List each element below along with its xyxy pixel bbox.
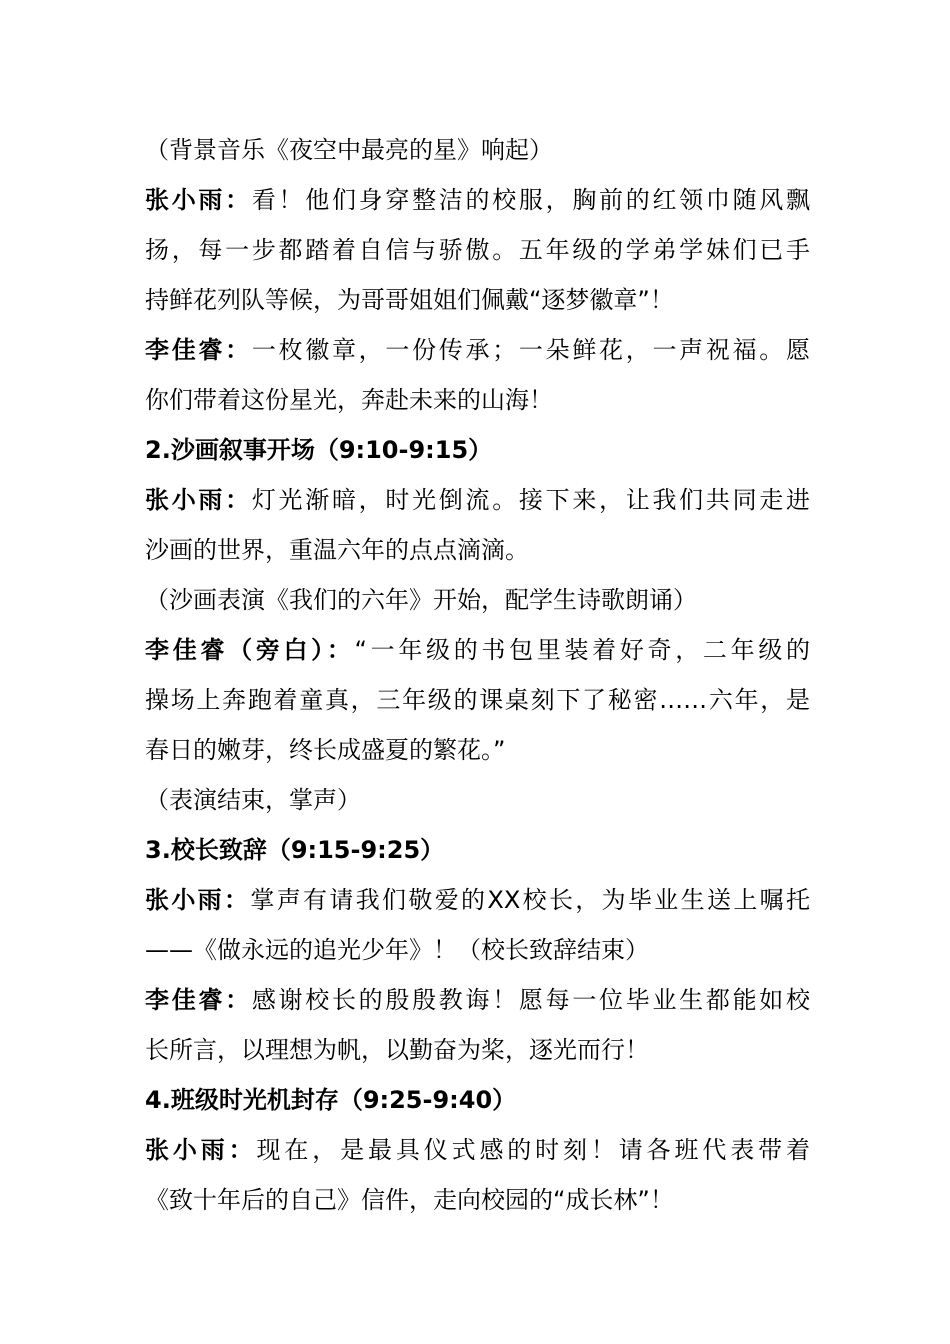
dialog-continuation: 操场上奔跑着童真，三年级的课桌刻下了秘密……六年，是 bbox=[145, 686, 810, 714]
dialog-line bbox=[145, 875, 810, 925]
dialog-continuation: 《致十年后的自己》信件，走向校园的“成长林”！ bbox=[145, 1186, 674, 1214]
speaker-name: 李佳睿： bbox=[145, 336, 252, 364]
dialog-continuation: 扬，每一步都踏着自信与骄傲。五年级的学弟学妹们已手 bbox=[145, 236, 810, 264]
stage-direction: （背景音乐《夜空中最亮的星》响起） bbox=[145, 136, 553, 164]
speaker-name: 张小雨： bbox=[145, 1136, 257, 1164]
dialog-text: 感谢校长的殷殷教诲！愿每一位毕业生都能如校 bbox=[251, 986, 811, 1014]
dialog-line bbox=[145, 175, 810, 225]
dialog-text: 看！他们身穿整洁的校服，胸前的红领巾随风飘 bbox=[251, 186, 811, 214]
speaker-name: 张小雨： bbox=[145, 886, 251, 914]
dialog-line bbox=[145, 475, 810, 525]
stage-direction: （表演结束，掌声） bbox=[145, 786, 361, 814]
dialog-text: 一枚徽章，一份传承；一朵鲜花，一声祝福。愿 bbox=[251, 336, 811, 364]
dialog-continuation: 你们带着这份星光，奔赴未来的山海！ bbox=[145, 386, 553, 414]
dialog-text: “一年级的书包里装着好奇，二年级的 bbox=[354, 636, 811, 664]
dialog-line bbox=[145, 325, 810, 375]
dialog-text: 掌声有请我们敬爱的XX校长，为毕业生送上嘱托 bbox=[250, 886, 810, 914]
dialog-continuation: 沙画的世界，重温六年的点点滴滴。 bbox=[145, 536, 529, 564]
section-heading: 4.班级时光机封存（9:25-9:40） bbox=[145, 1086, 517, 1114]
stage-direction: （沙画表演《我们的六年》开始，配学生诗歌朗诵） bbox=[145, 586, 697, 614]
script-text bbox=[145, 125, 810, 1225]
dialog-line bbox=[145, 625, 810, 675]
dialog-continuation: 持鲜花列队等候，为哥哥姐姐们佩戴“逐梦徽章”！ bbox=[145, 286, 674, 314]
section-heading: 2.沙画叙事开场（9:10-9:15） bbox=[145, 436, 493, 464]
speaker-name: 张小雨： bbox=[145, 186, 252, 214]
speaker-name: 李佳睿（旁白）： bbox=[145, 636, 355, 664]
dialog-continuation: 长所言，以理想为帆，以勤奋为桨，逐光而行！ bbox=[145, 1036, 649, 1064]
dialog-line bbox=[145, 1125, 810, 1175]
dialog-continuation: 春日的嫩芽，终长成盛夏的繁花。” bbox=[145, 736, 506, 764]
dialog-continuation: ——《做永远的追光少年》！（校长致辞结束） bbox=[145, 936, 649, 964]
dialog-text: 灯光渐暗，时光倒流。接下来，让我们共同走进 bbox=[251, 486, 811, 514]
speaker-name: 张小雨： bbox=[145, 486, 252, 514]
dialog-text: 现在，是最具仪式感的时刻！请各班代表带着 bbox=[256, 1136, 811, 1164]
speaker-name: 李佳睿： bbox=[145, 986, 252, 1014]
section-heading: 3.校长致辞（9:15-9:25） bbox=[145, 836, 445, 864]
dialog-line bbox=[145, 975, 810, 1025]
